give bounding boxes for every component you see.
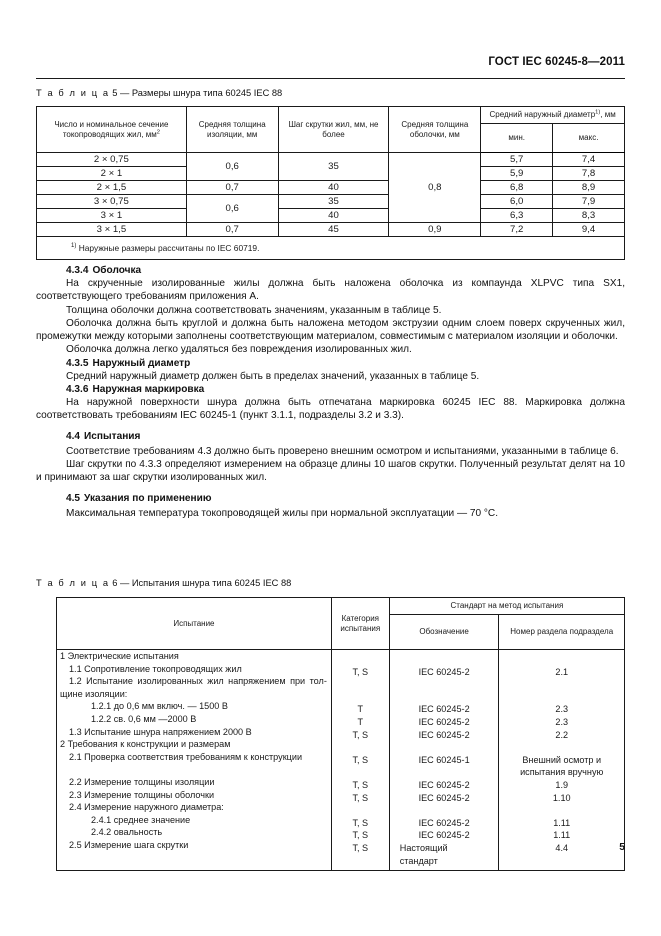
section-number: 4.3.6	[66, 383, 89, 395]
section-title: Указания по применению	[84, 492, 212, 504]
table6-clause-line: 2.2	[555, 729, 569, 740]
cell-size: 3 × 1,5	[37, 223, 187, 237]
cell-insulation: 0,7	[186, 181, 278, 195]
cell-insulation: 0,6	[186, 153, 278, 181]
table6-clause-line: 1.9	[555, 779, 569, 790]
table6-clause-line	[501, 804, 622, 817]
table6-category-line: T, S	[352, 830, 369, 841]
table6-cell-designation	[389, 650, 499, 871]
cell-dia-max: 7,8	[553, 167, 625, 181]
table5-th-lay: Шаг скрутки жил, мм, не более	[278, 107, 389, 153]
table6-test-line: 2.2 Измерение толщины изоляции	[69, 776, 215, 787]
table-row	[37, 223, 625, 237]
table6-caption	[36, 578, 291, 588]
cell-dia-min: 6,3	[481, 209, 553, 223]
table6-category-line: T, S	[352, 666, 369, 677]
table6-category-line	[334, 741, 387, 754]
body-content	[36, 264, 625, 520]
table6-test-line: 2.4.1 среднее значение	[91, 814, 191, 825]
running-header: ГОСТ IEC 60245-8—2011	[488, 56, 625, 68]
table6-category-line: T, S	[352, 754, 369, 765]
cell-dia-min: 5,9	[481, 167, 553, 181]
cell-dia-max: 7,4	[553, 153, 625, 167]
cell-dia-max: 8,3	[553, 209, 625, 223]
paragraph-4-3-6-1: На наружной поверхности шнура должна быть отпечатана маркировка 60245 IEC 88. Маркировка должна соответствовать требованиям IEC 60245-1 (пункт 3.1.1, подразделы 3.2 и 3.3).	[36, 397, 625, 422]
table6-designation-line: IEC 60245-2	[418, 666, 470, 677]
table6-clause-line: Внешний осмотр и	[522, 754, 602, 765]
paragraph-4-5-1: Максимальная температура токопроводящей жилы при нормальной эксплуатации — 70 °С.	[66, 507, 499, 519]
table6-category-line	[334, 766, 387, 779]
table6-test-line: 1.1 Сопротивление токопроводящих жил	[69, 663, 242, 674]
section-title: Наружный диаметр	[92, 357, 191, 369]
table6-category-line: T, S	[352, 817, 369, 828]
cell-size: 2 × 1	[37, 167, 187, 181]
section-heading-4-5	[36, 492, 625, 505]
cell-dia-max: 9,4	[553, 223, 625, 237]
table6-category-line: T, S	[352, 779, 369, 790]
table5-th-insulation: Средняя толщина изоляции, мм	[186, 107, 278, 153]
table6-clause-line	[501, 653, 622, 666]
cell-size: 2 × 1,5	[37, 181, 187, 195]
table5-th-sheath: Средняя толщина оболочки, мм	[389, 107, 481, 153]
table-row	[37, 181, 625, 195]
table6-test-line: 2.3 Измерение толщины оболочки	[69, 789, 215, 800]
paragraph-4-3-4-1: На скрученные изолированные жилы должна быть наложена оболочка из компаунда XLPVC типа SX1, соответствующего требованиям приложения А.	[36, 278, 625, 303]
table6-clause-line: 1.11	[553, 817, 571, 828]
table6-test-line: 1.2.1 до 0,6 мм включ. — 1500 В	[91, 701, 228, 712]
table5-th-diameter-min: мин.	[481, 124, 553, 153]
table-row	[37, 195, 625, 209]
cell-dia-min: 6,0	[481, 195, 553, 209]
section-title: Испытания	[84, 430, 141, 442]
table6-clause-line: 2.3	[555, 716, 569, 727]
section-number: 4.4	[66, 430, 81, 442]
cell-lay: 40	[278, 209, 389, 223]
table5-footnote-sup: 1)	[71, 243, 77, 250]
cell-sheath: 0,9	[389, 223, 481, 237]
table-row	[37, 153, 625, 167]
table6-designation-line: IEC 60245-2	[418, 792, 470, 803]
paragraph-4-4-2: Шаг скрутки по 4.3.3 определяют измерением на образце длины 10 шагов скрутки. Полученный результат делят на 10 и принимают за шаг скрутки изолированных жил.	[36, 459, 625, 484]
table5-footnote	[37, 237, 625, 260]
table6-caption-number: 6	[112, 578, 118, 588]
paragraph-4-3-5-1: Средний наружный диаметр должен быть в пределах значений, указанных в таблице 5.	[66, 370, 480, 382]
table6-cell-clause	[499, 650, 625, 871]
cell-dia-min: 5,7	[481, 153, 553, 167]
table5-body	[37, 153, 625, 260]
table6-clause-line	[501, 691, 622, 704]
table6-category-line: T	[357, 704, 364, 715]
table6-clause-line: испытания вручную	[520, 767, 604, 778]
table6-designation-line: IEC 60245-1	[418, 754, 470, 765]
table5-head	[37, 107, 625, 153]
table6-body	[57, 650, 625, 871]
table5-caption	[36, 88, 282, 98]
header-rule	[36, 78, 625, 79]
table6-clause-line: 1.10	[552, 792, 571, 803]
table6-category-line: T, S	[352, 842, 369, 853]
table5-header-row-1	[37, 107, 625, 124]
table6-designation-line	[392, 691, 497, 704]
table6-head	[57, 598, 625, 650]
table5-th-diameter-group: Средний наружный диаметр$^{1)}$, мм	[481, 107, 625, 124]
table6-clause-line: 2.1	[555, 666, 569, 677]
table6-th-clause: Номер раздела подраздела	[499, 615, 625, 650]
cell-lay: 35	[278, 153, 389, 181]
cell-size: 3 × 1	[37, 209, 187, 223]
section-heading-4-4	[36, 430, 625, 443]
cell-size: 2 × 0,75	[37, 153, 187, 167]
table5-th-diameter-max: макс.	[553, 124, 625, 153]
table6-category-line	[334, 855, 387, 868]
table6-test-line: 1.2.2 св. 0,6 мм —2000 В	[91, 713, 197, 724]
cell-insulation: 0,6	[186, 195, 278, 223]
table6-category-line: T, S	[352, 729, 369, 740]
table6-th-designation: Обозначение	[389, 615, 499, 650]
table6-test-line: 2.1 Проверка соответствия требованиям к конструкции	[69, 751, 303, 762]
table-row	[37, 209, 625, 223]
section-title: Наружная маркировка	[92, 383, 205, 395]
cell-dia-max: 8,9	[553, 181, 625, 195]
table6-test-line: 2.5 Измерение шага скрутки	[69, 839, 189, 850]
spacer	[36, 485, 625, 492]
table6-category-line	[334, 804, 387, 817]
table6-designation-line: Настоящий	[399, 842, 448, 853]
cell-lay: 40	[278, 181, 389, 195]
table6-category-line: T, S	[352, 792, 369, 803]
table6-cell-tests	[57, 650, 332, 871]
table5-caption-text: — Размеры шнура типа 60245 IEC 88	[119, 88, 283, 98]
table6-designation-line: IEC 60245-2	[418, 830, 470, 841]
page-number: 5	[619, 842, 625, 853]
table6-designation-line: IEC 60245-2	[418, 704, 470, 715]
table6-designation-line	[392, 678, 497, 691]
table6-designation-line: IEC 60245-2	[418, 779, 470, 790]
table6-cell-category	[331, 650, 389, 871]
table6-clause-line: 1.11	[553, 830, 571, 841]
table6-test-line: 1.2 Испытание изолированных жил напряжением при тол-	[69, 676, 327, 687]
cell-lay: 35	[278, 195, 389, 209]
cell-sheath: 0,8	[389, 153, 481, 223]
table6-designation-line: IEC 60245-2	[418, 729, 470, 740]
table6-designation-line	[392, 804, 497, 817]
table5-th-diameter-sup: 1)	[595, 109, 601, 116]
table6-header-row-1	[57, 598, 625, 615]
table6-th-standard-group: Стандарт на метод испытания	[389, 598, 624, 615]
cell-dia-min: 6,8	[481, 181, 553, 195]
section-number: 4.3.4	[66, 265, 89, 276]
table6-test-line: 2.4 Измерение наружного диаметра:	[69, 802, 224, 813]
table6-designation-line: стандарт	[399, 855, 438, 866]
section-title: Оболочка	[92, 265, 142, 276]
table5-caption-prefix: Т а б л и ц а	[36, 88, 110, 98]
table6-category-line	[334, 691, 387, 704]
section-heading-4-3-6	[36, 383, 625, 396]
cell-insulation: 0,7	[186, 223, 278, 237]
table6-designation-line: IEC 60245-2	[418, 817, 470, 828]
section-number: 4.5	[66, 492, 81, 504]
table-5-cord-dimensions	[36, 106, 625, 260]
table5-footnote-text: Наружные размеры рассчитаны по IEC 60719.	[76, 243, 260, 253]
section-heading-4-3-4	[36, 264, 625, 277]
cell-dia-min: 7,2	[481, 223, 553, 237]
table6-designation-line	[392, 741, 497, 754]
table6-clause-line	[501, 678, 622, 691]
table6-test-line: 2.4.2 овальность	[91, 827, 163, 838]
table6-test-line: щине изоляции:	[60, 688, 128, 699]
section-heading-4-3-5	[36, 357, 625, 370]
table6-th-category: Категория испытания	[331, 598, 389, 650]
table6-category-line	[334, 653, 387, 666]
table5-th-conductor-sup: 2	[156, 128, 160, 135]
table6-category-line	[334, 678, 387, 691]
cell-lay: 45	[278, 223, 389, 237]
table6-designation-line	[392, 653, 497, 666]
table5-caption-number: 5	[112, 88, 118, 98]
paragraph-4-4-1: Соответствие требованиям 4.3 должно быть проверено внешним осмотром и испытаниями, указанными в таблице 6.	[66, 445, 619, 457]
cell-size: 3 × 0,75	[37, 195, 187, 209]
table6-clause-line	[501, 741, 622, 754]
table6-clause-line: 4.4	[555, 842, 569, 853]
table6-designation-line: IEC 60245-2	[418, 716, 470, 727]
table6-th-test: Испытание	[57, 598, 332, 650]
table6-test-line: 1 Электрические испытания	[60, 651, 179, 661]
paragraph-4-3-4-2: Толщина оболочки должна соответствовать значениям, указанным в таблице 5.	[66, 304, 442, 316]
table6-clause-line: 2.3	[555, 704, 569, 715]
table6-clause-line	[501, 855, 622, 868]
cell-dia-max: 7,9	[553, 195, 625, 209]
table6-category-line: T	[357, 716, 364, 727]
paragraph-4-3-4-4: Оболочка должна легко удаляться без повреждения изолированных жил.	[66, 344, 412, 356]
table6-test-line: 2 Требования к конструкции и размерам	[60, 739, 231, 750]
table6-caption-text: — Испытания шнура типа 60245 IEC 88	[119, 578, 292, 588]
table-row	[57, 650, 625, 871]
spacer	[36, 423, 625, 430]
table-6-cord-tests	[56, 597, 625, 871]
table5-th-conductor: Число и номинальное сечение токопроводящих жил, $мм^2$	[37, 107, 187, 153]
section-number: 4.3.5	[66, 357, 89, 369]
table6-caption-prefix: Т а б л и ц а	[36, 578, 110, 588]
table5-footnote-row	[37, 237, 625, 260]
table6-designation-line	[392, 766, 497, 779]
paragraph-4-3-4-3: Оболочка должна быть круглой и должна быть наложена методом экструзии одним слоем поверх скрученных жил, промежутки между которыми заполнены соответствующим материалом, совместимым с материалом изоляции и оболочки.	[36, 317, 625, 343]
table6-test-line: 1.3 Испытание шнура напряжением 2000 В	[69, 726, 252, 737]
